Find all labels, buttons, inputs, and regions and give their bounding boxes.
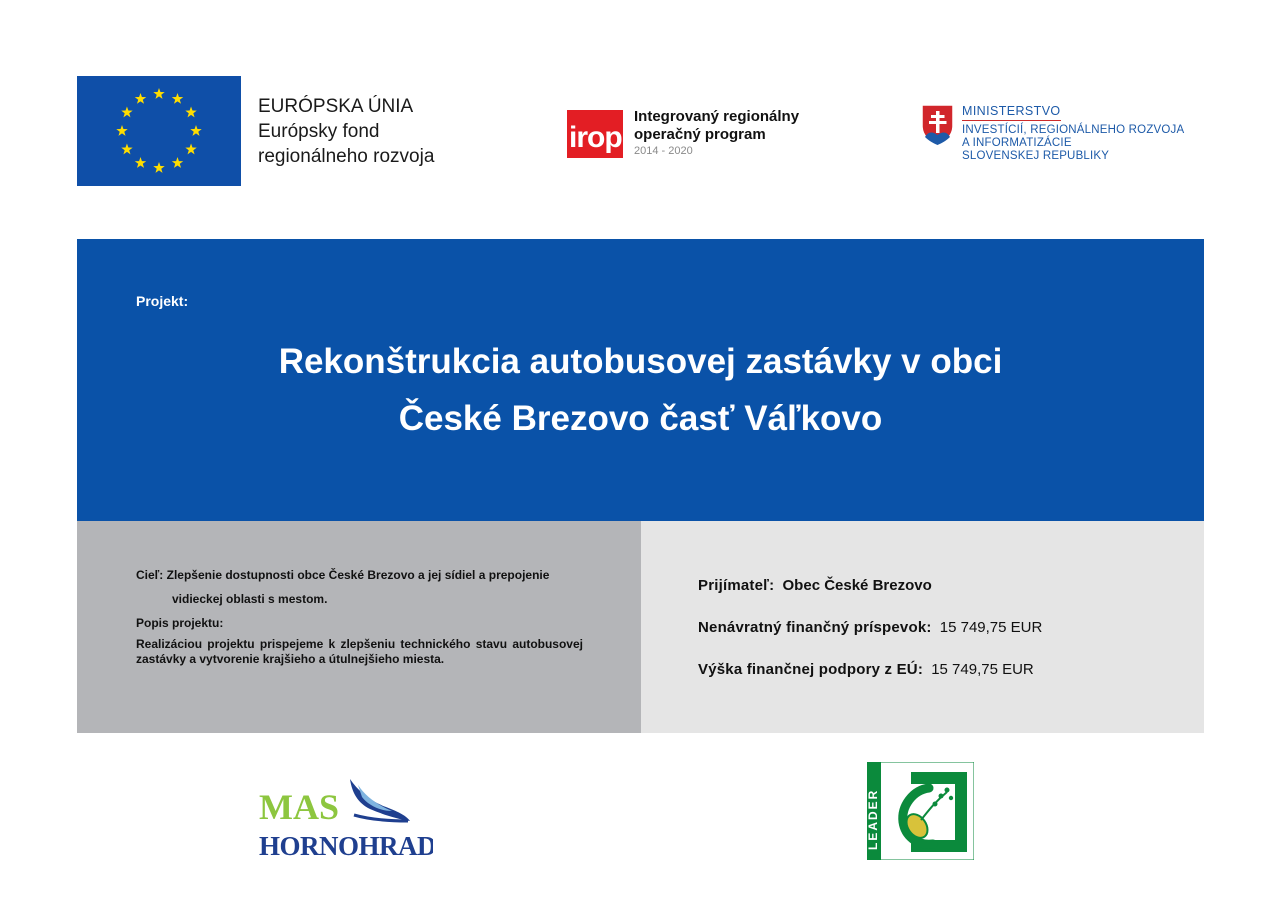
irop-text [634,108,799,158]
eu-line3: regionálneho rozvoja [258,146,435,167]
eu-star-icon [185,144,196,155]
eu-star-icon [153,162,164,173]
eu-star-icon [121,144,132,155]
leader-text: LEADER [867,788,880,850]
recipient-row [698,574,1042,616]
ministry-line4: SLOVENSKEJ REPUBLIKY [962,150,1110,162]
eu-support-row [698,658,1042,700]
irop-line1: Integrovaný regionálny [634,108,800,125]
grant-label: Nenávratný finančný príspevok: [698,619,932,636]
grant-row [698,616,1042,658]
goal-label: Cieľ: [136,568,164,582]
eu-star-icon [135,93,146,104]
irop-logo-text: irop [569,121,622,154]
eu-support-value: 15 749,75 EUR [931,661,1034,678]
eu-star-icon [121,107,132,118]
eu-star-icon [172,157,183,168]
mas-hornohrad-logo [258,775,433,861]
eu-star-icon [185,107,196,118]
ministry-line3: A INFORMATIZÁCIE [962,137,1072,149]
irop-logo [567,110,623,158]
irop-line2: operačný program [634,126,766,143]
description-text: Realizáciou projektu prispejeme k zlepšeniu technického stavu autobusovej zastávky a vytvorenie krajšieho a útulnejšieho miesta. [136,637,583,666]
project-title-line1: Rekonštrukcia autobusovej zastávky v obci [278,342,1003,381]
eu-star-icon [172,93,183,104]
hornohrad-text: HORNOHRAD [259,831,433,861]
funding-info [698,574,1042,700]
recipient-label: Prijímateľ: [698,577,775,594]
grant-value: 15 749,75 EUR [939,619,1043,636]
recipient-value: Obec České Brezovo [782,577,932,594]
goal-line1: Zlepšenie dostupnosti obce České Brezovo a jej sídiel a prepojenie [166,568,550,582]
eu-stars-icon [77,76,241,186]
goal-line2: vidieckej oblasti s mestom. [172,592,328,606]
slovak-crest-icon [921,104,954,146]
eu-support-label: Výška finančnej podpory z EÚ: [698,661,924,678]
project-title-line2: České Brezovo časť Váľkovo [398,399,883,438]
mas-text: MAS [259,787,339,827]
eu-star-icon [190,125,201,136]
eu-star-icon [135,157,146,168]
eu-star-icon [153,88,164,99]
ministry-line2: INVESTÍCIÍ, REGIONÁLNEHO ROZVOJA [962,124,1185,136]
eu-line1: EURÓPSKA ÚNIA [258,96,414,117]
eu-flag [77,76,241,186]
irop-years: 2014 - 2020 [634,145,693,157]
ministry-line1: MINISTERSTVO [962,104,1061,121]
project-title [77,333,1204,447]
goal-block [136,563,583,667]
ministry-text [962,102,1184,163]
project-label: Projekt: [136,293,189,309]
mas-wing-icon [350,779,410,821]
leader-logo [867,762,974,860]
description-label: Popis projektu: [136,616,224,630]
eu-fund-text [258,94,434,169]
eu-star-icon [116,125,127,136]
eu-line2: Európsky fond [258,121,380,142]
